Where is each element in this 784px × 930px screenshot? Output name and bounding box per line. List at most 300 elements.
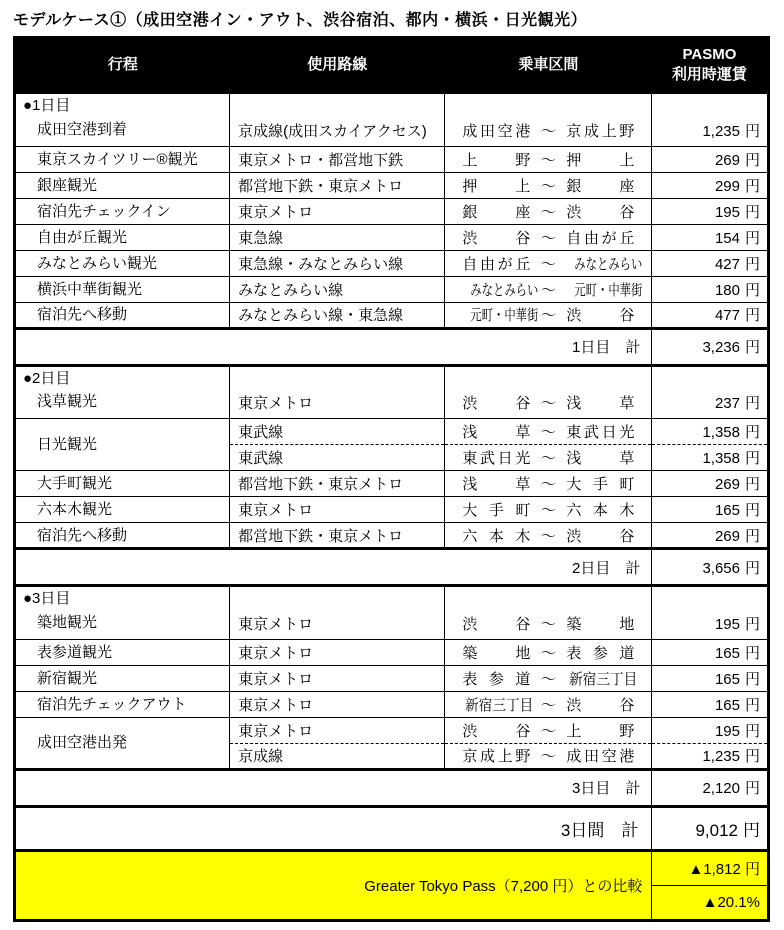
itinerary-cell	[15, 665, 230, 691]
station-from: 表参道	[462, 670, 531, 688]
trip-row	[15, 172, 769, 198]
itinerary-cell	[15, 497, 230, 523]
station-to: 浅草	[566, 450, 635, 468]
line-label: 東京メトロ	[238, 502, 314, 520]
segment-cell	[445, 665, 652, 691]
fare-cell	[652, 743, 769, 769]
itinerary-cell	[15, 302, 230, 328]
segment-wrap	[445, 668, 651, 689]
itinerary-label	[37, 173, 229, 197]
tilde-separator: ～	[540, 748, 556, 766]
fare-unit: 円	[744, 780, 760, 798]
station-from: 大手町	[462, 502, 531, 520]
fare-cell	[652, 586, 769, 640]
segment-cell	[445, 639, 652, 665]
fare-cell	[652, 146, 769, 172]
itinerary-text: 宿泊先へ移動	[37, 306, 128, 324]
lines-cell	[230, 224, 445, 250]
trip-row	[15, 419, 769, 445]
lines-cell	[230, 365, 445, 419]
lines-cell	[230, 743, 445, 769]
fare-table-footer	[15, 806, 769, 920]
fare-cell	[652, 523, 769, 549]
line-label: 都営地下鉄・東京メトロ	[238, 527, 404, 545]
station-from: 築地	[462, 644, 531, 662]
itinerary-text: 成田空港到着	[37, 120, 128, 138]
fare-unit: 円	[744, 177, 760, 195]
segment-cell	[445, 365, 652, 419]
itinerary-label	[37, 640, 229, 664]
station-from: 新宿三丁目	[465, 696, 534, 714]
tilde-separator: ～	[540, 122, 556, 140]
tilde-separator: ～	[540, 255, 556, 273]
subtotal-fare-cell	[652, 328, 769, 365]
station-from: 元町・中華街	[470, 307, 539, 325]
fare-unit: 円	[744, 670, 760, 688]
segment-wrap	[445, 175, 651, 196]
station-from: 成田空港	[462, 122, 531, 140]
itinerary-label	[37, 303, 229, 327]
fare-value: 269	[714, 476, 740, 494]
line-label: 都営地下鉄・東京メトロ	[238, 177, 404, 195]
fare-unit: 円	[744, 527, 760, 545]
tilde-separator: ～	[540, 696, 556, 714]
segment-wrap	[445, 499, 651, 520]
itinerary-label	[37, 390, 229, 414]
fare-unit: 円	[744, 696, 760, 714]
lines-cell	[230, 471, 445, 497]
station-to: 大手町	[566, 476, 635, 494]
fare-cell	[652, 276, 769, 302]
station-to: 新宿三丁目	[569, 670, 638, 688]
fare-value: 477	[714, 307, 740, 325]
fare-value: 299	[714, 177, 740, 195]
trip-row	[15, 93, 769, 147]
itinerary-text: みなとみらい観光	[37, 254, 158, 272]
segment-wrap	[445, 421, 651, 442]
itinerary-label	[37, 147, 229, 171]
trip-row	[15, 639, 769, 665]
station-from: 銀座	[462, 203, 531, 221]
subtotal-value: 3,236	[702, 339, 740, 357]
fare-table-body	[15, 93, 769, 807]
segment-cell	[445, 276, 652, 302]
lines-cell	[230, 445, 445, 471]
trip-row	[15, 691, 769, 717]
itinerary-label: 日光観光	[37, 436, 98, 454]
line-label: 東武線	[238, 424, 284, 442]
tilde-separator: ～	[540, 151, 556, 169]
fare-unit: 円	[744, 559, 760, 577]
comparison-diff-percent: ▲20.1%	[652, 885, 769, 920]
tilde-separator: ～	[540, 177, 556, 195]
segment-cell	[445, 250, 652, 276]
trip-row	[15, 146, 769, 172]
segment-wrap	[445, 473, 651, 494]
line-label: 東京メトロ	[238, 203, 314, 221]
segment-wrap	[445, 613, 651, 634]
itinerary-cell	[15, 146, 230, 172]
grand-total-fare-cell	[652, 806, 769, 850]
station-to: 東武日光	[566, 424, 635, 442]
lines-cell	[230, 93, 445, 147]
fare-unit: 円	[744, 281, 760, 299]
fare-cell	[652, 471, 769, 497]
fare-value: 269	[714, 151, 740, 169]
itinerary-text: 宿泊先チェックアウト	[37, 695, 187, 713]
fare-unit: 円	[744, 722, 760, 740]
day-label: ●2日目	[23, 369, 71, 387]
trip-row	[15, 224, 769, 250]
itinerary-label: 成田空港出発	[37, 734, 128, 752]
station-to: 渋谷	[566, 696, 635, 714]
segment-cell	[445, 445, 652, 471]
fare-unit: 円	[744, 395, 760, 413]
itinerary-label	[37, 692, 229, 716]
itinerary-label	[37, 225, 229, 249]
itinerary-label	[37, 666, 229, 690]
lines-cell	[230, 639, 445, 665]
station-from: 押上	[462, 177, 531, 195]
trip-row	[15, 198, 769, 224]
fare-cell	[652, 250, 769, 276]
lines-cell	[230, 523, 445, 549]
tilde-separator: ～	[540, 203, 556, 221]
grand-total-row	[15, 806, 769, 850]
line-label: 東急線	[238, 229, 284, 247]
tilde-separator: ～	[540, 307, 556, 325]
station-from: みなとみらい	[470, 281, 539, 299]
fare-value: 165	[714, 644, 740, 662]
tilde-separator: ～	[540, 476, 556, 494]
trip-row	[15, 717, 769, 743]
fare-cell	[652, 93, 769, 147]
subtotal-fare-cell	[652, 549, 769, 586]
station-from: 京成上野	[462, 748, 531, 766]
segment-cell	[445, 743, 652, 769]
segment-wrap	[445, 745, 651, 766]
segment-cell	[445, 691, 652, 717]
station-from: 東武日光	[462, 450, 531, 468]
itinerary-text: 宿泊先チェックイン	[37, 202, 171, 220]
fare-unit: 円	[744, 122, 760, 140]
table-header-row	[15, 38, 769, 93]
itinerary-text: 横浜中華街観光	[37, 280, 143, 298]
segment-cell	[445, 302, 652, 328]
tilde-separator: ～	[540, 722, 556, 740]
fare-value: 165	[714, 696, 740, 714]
fare-value: 154	[714, 229, 740, 247]
itinerary-cell	[15, 691, 230, 717]
itinerary-text: 銀座観光	[37, 176, 98, 194]
fare-value: 1,358	[702, 424, 740, 442]
trip-row	[15, 365, 769, 419]
itinerary-text: 宿泊先へ移動	[37, 526, 128, 544]
itinerary-label	[37, 251, 229, 275]
trip-row	[15, 586, 769, 640]
fare-unit: 円	[744, 748, 760, 766]
station-from: 六本木	[462, 527, 531, 545]
grand-total-value: 9,012	[695, 820, 738, 840]
line-label: 東京メトロ	[238, 644, 314, 662]
station-to: 表参道	[566, 644, 635, 662]
subtotal-label: 1日目 計	[15, 328, 652, 365]
segment-wrap	[445, 447, 651, 468]
line-label: 東京メトロ	[238, 615, 314, 633]
station-to: 築地	[566, 615, 635, 633]
lines-cell	[230, 691, 445, 717]
tilde-separator: ～	[540, 502, 556, 520]
fare-unit: 円	[744, 203, 760, 221]
station-to: 渋谷	[566, 527, 635, 545]
tilde-separator: ～	[540, 424, 556, 442]
trip-row	[15, 497, 769, 523]
tilde-separator: ～	[540, 615, 556, 633]
itinerary-text: 六本木観光	[37, 501, 113, 519]
segment-cell	[445, 497, 652, 523]
trip-row	[15, 471, 769, 497]
station-from: 自由が丘	[462, 255, 531, 273]
station-to: 渋谷	[566, 307, 635, 325]
line-label: 京成線	[238, 748, 284, 766]
fare-value: 195	[714, 722, 740, 740]
fare-value: 195	[714, 203, 740, 221]
fare-cell	[652, 665, 769, 691]
tilde-separator: ～	[540, 450, 556, 468]
station-to: 京成上野	[566, 122, 635, 140]
itinerary-text: 大手町観光	[37, 475, 113, 493]
station-from: 浅草	[462, 476, 531, 494]
tilde-separator: ～	[540, 644, 556, 662]
lines-cell	[230, 250, 445, 276]
tilde-separator: ～	[540, 395, 556, 413]
line-label: 都営地下鉄・東京メトロ	[238, 476, 404, 494]
segment-wrap	[445, 227, 651, 248]
trip-row	[15, 276, 769, 302]
segment-cell	[445, 419, 652, 445]
segment-wrap	[445, 120, 651, 141]
subtotal-value: 3,656	[702, 559, 740, 577]
segment-wrap	[445, 392, 651, 413]
fare-unit: 円	[744, 644, 760, 662]
fare-unit: 円	[744, 615, 760, 633]
lines-cell	[230, 665, 445, 691]
fare-cell	[652, 224, 769, 250]
station-from: 渋谷	[462, 722, 531, 740]
lines-cell	[230, 198, 445, 224]
itinerary-cell	[15, 523, 230, 549]
itinerary-cell	[15, 172, 230, 198]
lines-cell	[230, 419, 445, 445]
subtotal-label: 2日目 計	[15, 549, 652, 586]
subtotal-row	[15, 549, 769, 586]
fare-value: 165	[714, 502, 740, 520]
line-label: 東京メトロ	[238, 395, 314, 413]
header-segment: 乗車区間	[445, 38, 652, 93]
comparison-diff-amount: ▲1,812 円	[652, 850, 769, 885]
fare-cell	[652, 302, 769, 328]
itinerary-text: 表参道観光	[37, 643, 113, 661]
fare-value: 1,235	[702, 748, 740, 766]
itinerary-label	[37, 610, 229, 634]
station-to: 浅草	[566, 395, 635, 413]
subtotal-row	[15, 328, 769, 365]
fare-cell	[652, 365, 769, 419]
fare-cell	[652, 639, 769, 665]
tilde-separator: ～	[540, 229, 556, 247]
segment-cell	[445, 146, 652, 172]
station-from: 浅草	[462, 424, 531, 442]
segment-cell	[445, 471, 652, 497]
segment-wrap	[445, 279, 651, 300]
itinerary-cell	[15, 471, 230, 497]
station-to: 上野	[566, 722, 635, 740]
segment-wrap	[445, 642, 651, 663]
station-to: 押上	[566, 151, 635, 169]
fare-cell	[652, 419, 769, 445]
line-label: 東急線・みなとみらい線	[238, 255, 404, 273]
segment-wrap	[445, 201, 651, 222]
fare-cell	[652, 172, 769, 198]
trip-row	[15, 665, 769, 691]
segment-cell	[445, 172, 652, 198]
lines-cell	[230, 172, 445, 198]
lines-cell	[230, 497, 445, 523]
fare-value: 180	[714, 281, 740, 299]
fare-unit: 円	[744, 339, 760, 357]
segment-cell	[445, 198, 652, 224]
segment-cell	[445, 224, 652, 250]
segment-cell	[445, 717, 652, 743]
itinerary-text: 築地観光	[37, 613, 98, 631]
fare-value: 427	[714, 255, 740, 273]
fare-cell	[652, 445, 769, 471]
lines-cell	[230, 276, 445, 302]
fare-value: 195	[714, 615, 740, 633]
fare-unit: 円	[744, 307, 760, 325]
trip-row	[15, 523, 769, 549]
itinerary-cell	[15, 365, 230, 419]
station-to: 元町・中華街	[574, 281, 643, 299]
station-to: 自由が丘	[566, 229, 635, 247]
fare-unit: 円	[744, 229, 760, 247]
comparison-row-amount	[15, 850, 769, 885]
grand-total-unit: 円	[743, 820, 760, 840]
comparison-label: Greater Tokyo Pass（7,200 円）との比較	[15, 850, 652, 920]
fare-unit: 円	[744, 424, 760, 442]
itinerary-label	[37, 472, 229, 496]
itinerary-text: 新宿観光	[37, 669, 98, 687]
itinerary-cell	[15, 224, 230, 250]
trip-row	[15, 302, 769, 328]
day-label: ●1日目	[23, 97, 71, 114]
fare-unit: 円	[744, 476, 760, 494]
fare-table	[13, 36, 770, 922]
itinerary-cell	[15, 419, 230, 471]
lines-cell	[230, 146, 445, 172]
station-to: 六本木	[566, 502, 635, 520]
fare-unit: 円	[744, 502, 760, 520]
subtotal-label: 3日目 計	[15, 769, 652, 806]
line-label: 東京メトロ	[238, 696, 314, 714]
line-label: みなとみらい線・東急線	[238, 307, 404, 325]
station-from: 渋谷	[462, 615, 531, 633]
line-label: 東京メトロ	[238, 722, 314, 740]
trip-row	[15, 250, 769, 276]
segment-wrap	[445, 149, 651, 170]
itinerary-cell	[15, 586, 230, 640]
station-from: 上野	[462, 151, 531, 169]
itinerary-text: 東京スカイツリー®観光	[37, 150, 198, 168]
itinerary-label	[37, 498, 229, 522]
line-label: 東京メトロ	[238, 670, 314, 688]
segment-wrap	[445, 525, 651, 546]
table-header	[15, 38, 769, 93]
itinerary-label	[37, 199, 229, 223]
tilde-separator: ～	[540, 527, 556, 545]
fare-value: 237	[714, 395, 740, 413]
itinerary-cell	[15, 250, 230, 276]
fare-value: 165	[714, 670, 740, 688]
station-to: みなとみらい	[574, 255, 643, 273]
fare-unit: 円	[744, 151, 760, 169]
fare-value: 1,358	[702, 450, 740, 468]
segment-wrap	[445, 253, 651, 274]
station-to: 銀座	[566, 177, 635, 195]
segment-cell	[445, 586, 652, 640]
itinerary-label	[37, 117, 229, 141]
segment-wrap	[445, 304, 651, 325]
itinerary-cell	[15, 93, 230, 147]
line-label: 京成線(成田スカイアクセス)	[238, 122, 427, 140]
itinerary-cell	[15, 276, 230, 302]
header-fare: PASMO 利用時運賃	[652, 38, 769, 93]
itinerary-cell	[15, 639, 230, 665]
station-to: 渋谷	[566, 203, 635, 221]
itinerary-text: 自由が丘観光	[37, 228, 128, 246]
line-label: 東武線	[238, 450, 284, 468]
day-label: ●3日目	[23, 590, 71, 608]
itinerary-text: 浅草観光	[37, 393, 98, 411]
fare-value: 269	[714, 527, 740, 545]
line-label: 東京メトロ・都営地下鉄	[238, 151, 404, 169]
segment-cell	[445, 93, 652, 147]
fare-value: 1,235	[702, 122, 740, 140]
line-label: みなとみらい線	[238, 281, 344, 299]
itinerary-label	[37, 523, 229, 547]
subtotal-value: 2,120	[702, 780, 740, 798]
lines-cell	[230, 586, 445, 640]
segment-wrap	[445, 694, 651, 715]
page-title: モデルケース①（成田空港イン・アウト、渋谷宿泊、都内・横浜・日光観光）	[13, 12, 588, 29]
lines-cell	[230, 717, 445, 743]
itinerary-cell	[15, 717, 230, 769]
segment-wrap	[445, 720, 651, 741]
tilde-separator: ～	[540, 670, 556, 688]
station-to: 成田空港	[566, 748, 635, 766]
subtotal-row	[15, 769, 769, 806]
header-lines: 使用路線	[230, 38, 445, 93]
station-from: 渋谷	[462, 395, 531, 413]
fare-unit: 円	[744, 255, 760, 273]
fare-cell	[652, 198, 769, 224]
itinerary-label	[37, 277, 229, 301]
itinerary-cell	[15, 198, 230, 224]
subtotal-fare-cell	[652, 769, 769, 806]
header-itinerary: 行程	[15, 38, 230, 93]
station-from: 渋谷	[462, 229, 531, 247]
fare-cell	[652, 691, 769, 717]
